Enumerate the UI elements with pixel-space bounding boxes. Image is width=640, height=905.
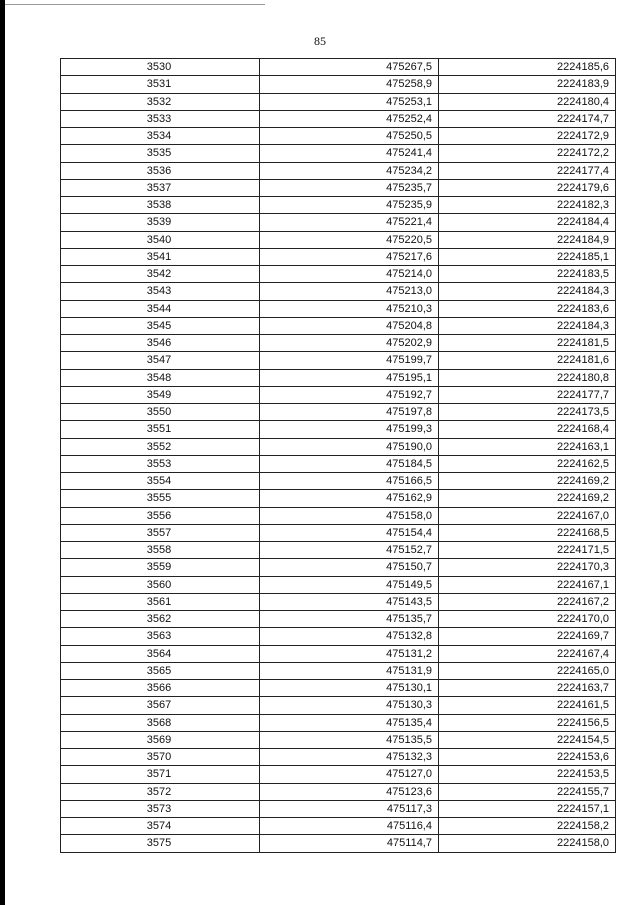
x-coordinate-cell: 475152,7 (260, 542, 439, 559)
y-coordinate-cell: 2224167,0 (439, 507, 616, 524)
y-coordinate-cell: 2224158,0 (439, 835, 616, 852)
table-row (61, 179, 616, 196)
point-number-cell: 3571 (61, 766, 260, 783)
y-coordinate-cell: 2224183,5 (439, 266, 616, 283)
table-row (61, 352, 616, 369)
table-row (61, 59, 616, 76)
x-coordinate-cell: 475221,4 (260, 214, 439, 231)
y-coordinate-cell: 2224169,7 (439, 628, 616, 645)
table-row (61, 473, 616, 490)
x-coordinate-cell: 475131,9 (260, 662, 439, 679)
point-number-cell: 3552 (61, 438, 260, 455)
x-coordinate-cell: 475190,0 (260, 438, 439, 455)
y-coordinate-cell: 2224177,4 (439, 162, 616, 179)
point-number-cell: 3546 (61, 335, 260, 352)
x-coordinate-cell: 475150,7 (260, 559, 439, 576)
x-coordinate-cell: 475217,6 (260, 248, 439, 265)
table-row (61, 697, 616, 714)
y-coordinate-cell: 2224185,1 (439, 248, 616, 265)
y-coordinate-cell: 2224172,9 (439, 128, 616, 145)
y-coordinate-cell: 2224182,3 (439, 197, 616, 214)
point-number-cell: 3561 (61, 593, 260, 610)
table-row (61, 490, 616, 507)
table-row (61, 110, 616, 127)
table-row (61, 421, 616, 438)
y-coordinate-cell: 2224167,2 (439, 593, 616, 610)
point-number-cell: 3564 (61, 645, 260, 662)
x-coordinate-cell: 475241,4 (260, 145, 439, 162)
x-coordinate-cell: 475135,4 (260, 714, 439, 731)
table-row (61, 680, 616, 697)
x-coordinate-cell: 475204,8 (260, 317, 439, 334)
x-coordinate-cell: 475143,5 (260, 593, 439, 610)
table-row (61, 231, 616, 248)
point-number-cell: 3530 (61, 59, 260, 76)
point-number-cell: 3543 (61, 283, 260, 300)
y-coordinate-cell: 2224156,5 (439, 714, 616, 731)
x-coordinate-cell: 475114,7 (260, 835, 439, 852)
table-row (61, 93, 616, 110)
table-row (61, 542, 616, 559)
x-coordinate-cell: 475267,5 (260, 59, 439, 76)
y-coordinate-cell: 2224185,6 (439, 59, 616, 76)
table-row (61, 300, 616, 317)
x-coordinate-cell: 475184,5 (260, 455, 439, 472)
table-row (61, 248, 616, 265)
point-number-cell: 3531 (61, 76, 260, 93)
y-coordinate-cell: 2224153,6 (439, 749, 616, 766)
y-coordinate-cell: 2224184,3 (439, 317, 616, 334)
y-coordinate-cell: 2224161,5 (439, 697, 616, 714)
x-coordinate-cell: 475252,4 (260, 110, 439, 127)
y-coordinate-cell: 2224183,9 (439, 76, 616, 93)
y-coordinate-cell: 2224168,4 (439, 421, 616, 438)
table-row (61, 524, 616, 541)
y-coordinate-cell: 2224169,2 (439, 473, 616, 490)
point-number-cell: 3553 (61, 455, 260, 472)
table-row (61, 611, 616, 628)
coordinates-table (60, 58, 616, 853)
point-number-cell: 3568 (61, 714, 260, 731)
x-coordinate-cell: 475135,7 (260, 611, 439, 628)
table-row (61, 317, 616, 334)
point-number-cell: 3565 (61, 662, 260, 679)
point-number-cell: 3554 (61, 473, 260, 490)
x-coordinate-cell: 475135,5 (260, 731, 439, 748)
table-row (61, 507, 616, 524)
table-row (61, 404, 616, 421)
table-row (61, 818, 616, 835)
point-number-cell: 3536 (61, 162, 260, 179)
table-row (61, 835, 616, 852)
x-coordinate-cell: 475192,7 (260, 386, 439, 403)
y-coordinate-cell: 2224179,6 (439, 179, 616, 196)
x-coordinate-cell: 475202,9 (260, 335, 439, 352)
x-coordinate-cell: 475258,9 (260, 76, 439, 93)
x-coordinate-cell: 475234,2 (260, 162, 439, 179)
y-coordinate-cell: 2224165,0 (439, 662, 616, 679)
x-coordinate-cell: 475158,0 (260, 507, 439, 524)
y-coordinate-cell: 2224168,5 (439, 524, 616, 541)
x-coordinate-cell: 475132,3 (260, 749, 439, 766)
table-row (61, 766, 616, 783)
y-coordinate-cell: 2224157,1 (439, 800, 616, 817)
x-coordinate-cell: 475116,4 (260, 818, 439, 835)
x-coordinate-cell: 475132,8 (260, 628, 439, 645)
y-coordinate-cell: 2224181,6 (439, 352, 616, 369)
x-coordinate-cell: 475210,3 (260, 300, 439, 317)
point-number-cell: 3557 (61, 524, 260, 541)
point-number-cell: 3538 (61, 197, 260, 214)
point-number-cell: 3541 (61, 248, 260, 265)
point-number-cell: 3547 (61, 352, 260, 369)
x-coordinate-cell: 475154,4 (260, 524, 439, 541)
point-number-cell: 3559 (61, 559, 260, 576)
table-row (61, 197, 616, 214)
x-coordinate-cell: 475195,1 (260, 369, 439, 386)
y-coordinate-cell: 2224180,8 (439, 369, 616, 386)
table-body (61, 59, 616, 853)
y-coordinate-cell: 2224163,7 (439, 680, 616, 697)
point-number-cell: 3558 (61, 542, 260, 559)
point-number-cell: 3539 (61, 214, 260, 231)
y-coordinate-cell: 2224177,7 (439, 386, 616, 403)
point-number-cell: 3560 (61, 576, 260, 593)
table-row (61, 645, 616, 662)
point-number-cell: 3562 (61, 611, 260, 628)
y-coordinate-cell: 2224167,1 (439, 576, 616, 593)
page-number: 85 (314, 34, 326, 48)
scan-left-edge (0, 0, 5, 905)
table-row (61, 386, 616, 403)
top-rule (0, 4, 265, 5)
y-coordinate-cell: 2224183,6 (439, 300, 616, 317)
x-coordinate-cell: 475130,1 (260, 680, 439, 697)
table-row (61, 162, 616, 179)
y-coordinate-cell: 2224172,2 (439, 145, 616, 162)
point-number-cell: 3572 (61, 783, 260, 800)
point-number-cell: 3550 (61, 404, 260, 421)
point-number-cell: 3555 (61, 490, 260, 507)
point-number-cell: 3567 (61, 697, 260, 714)
point-number-cell: 3537 (61, 179, 260, 196)
point-number-cell: 3569 (61, 731, 260, 748)
y-coordinate-cell: 2224153,5 (439, 766, 616, 783)
y-coordinate-cell: 2224169,2 (439, 490, 616, 507)
y-coordinate-cell: 2224154,5 (439, 731, 616, 748)
x-coordinate-cell: 475214,0 (260, 266, 439, 283)
x-coordinate-cell: 475235,9 (260, 197, 439, 214)
table-row (61, 593, 616, 610)
x-coordinate-cell: 475123,6 (260, 783, 439, 800)
point-number-cell: 3532 (61, 93, 260, 110)
table-row (61, 783, 616, 800)
y-coordinate-cell: 2224184,9 (439, 231, 616, 248)
y-coordinate-cell: 2224163,1 (439, 438, 616, 455)
x-coordinate-cell: 475213,0 (260, 283, 439, 300)
table-row (61, 76, 616, 93)
point-number-cell: 3570 (61, 749, 260, 766)
point-number-cell: 3551 (61, 421, 260, 438)
table-row (61, 438, 616, 455)
x-coordinate-cell: 475131,2 (260, 645, 439, 662)
point-number-cell: 3534 (61, 128, 260, 145)
x-coordinate-cell: 475220,5 (260, 231, 439, 248)
table-row (61, 559, 616, 576)
table-row (61, 266, 616, 283)
point-number-cell: 3545 (61, 317, 260, 334)
point-number-cell: 3549 (61, 386, 260, 403)
point-number-cell: 3540 (61, 231, 260, 248)
y-coordinate-cell: 2224181,5 (439, 335, 616, 352)
y-coordinate-cell: 2224162,5 (439, 455, 616, 472)
table-row (61, 335, 616, 352)
point-number-cell: 3556 (61, 507, 260, 524)
point-number-cell: 3535 (61, 145, 260, 162)
x-coordinate-cell: 475197,8 (260, 404, 439, 421)
point-number-cell: 3544 (61, 300, 260, 317)
point-number-cell: 3573 (61, 800, 260, 817)
table-row (61, 214, 616, 231)
point-number-cell: 3575 (61, 835, 260, 852)
y-coordinate-cell: 2224174,7 (439, 110, 616, 127)
x-coordinate-cell: 475199,3 (260, 421, 439, 438)
x-coordinate-cell: 475149,5 (260, 576, 439, 593)
y-coordinate-cell: 2224171,5 (439, 542, 616, 559)
y-coordinate-cell: 2224170,0 (439, 611, 616, 628)
table-row (61, 128, 616, 145)
x-coordinate-cell: 475127,0 (260, 766, 439, 783)
table-row (61, 731, 616, 748)
y-coordinate-cell: 2224184,3 (439, 283, 616, 300)
y-coordinate-cell: 2224170,3 (439, 559, 616, 576)
table-row (61, 662, 616, 679)
y-coordinate-cell: 2224173,5 (439, 404, 616, 421)
x-coordinate-cell: 475130,3 (260, 697, 439, 714)
table-row (61, 145, 616, 162)
y-coordinate-cell: 2224155,7 (439, 783, 616, 800)
point-number-cell: 3563 (61, 628, 260, 645)
x-coordinate-cell: 475250,5 (260, 128, 439, 145)
point-number-cell: 3574 (61, 818, 260, 835)
coordinates-table-container (60, 58, 616, 853)
x-coordinate-cell: 475117,3 (260, 800, 439, 817)
y-coordinate-cell: 2224184,4 (439, 214, 616, 231)
point-number-cell: 3566 (61, 680, 260, 697)
x-coordinate-cell: 475199,7 (260, 352, 439, 369)
point-number-cell: 3542 (61, 266, 260, 283)
table-row (61, 576, 616, 593)
point-number-cell: 3548 (61, 369, 260, 386)
x-coordinate-cell: 475235,7 (260, 179, 439, 196)
table-row (61, 369, 616, 386)
table-row (61, 628, 616, 645)
y-coordinate-cell: 2224167,4 (439, 645, 616, 662)
table-row (61, 749, 616, 766)
x-coordinate-cell: 475162,9 (260, 490, 439, 507)
table-row (61, 800, 616, 817)
point-number-cell: 3533 (61, 110, 260, 127)
y-coordinate-cell: 2224158,2 (439, 818, 616, 835)
table-row (61, 714, 616, 731)
x-coordinate-cell: 475166,5 (260, 473, 439, 490)
table-row (61, 455, 616, 472)
y-coordinate-cell: 2224180,4 (439, 93, 616, 110)
table-row (61, 283, 616, 300)
x-coordinate-cell: 475253,1 (260, 93, 439, 110)
